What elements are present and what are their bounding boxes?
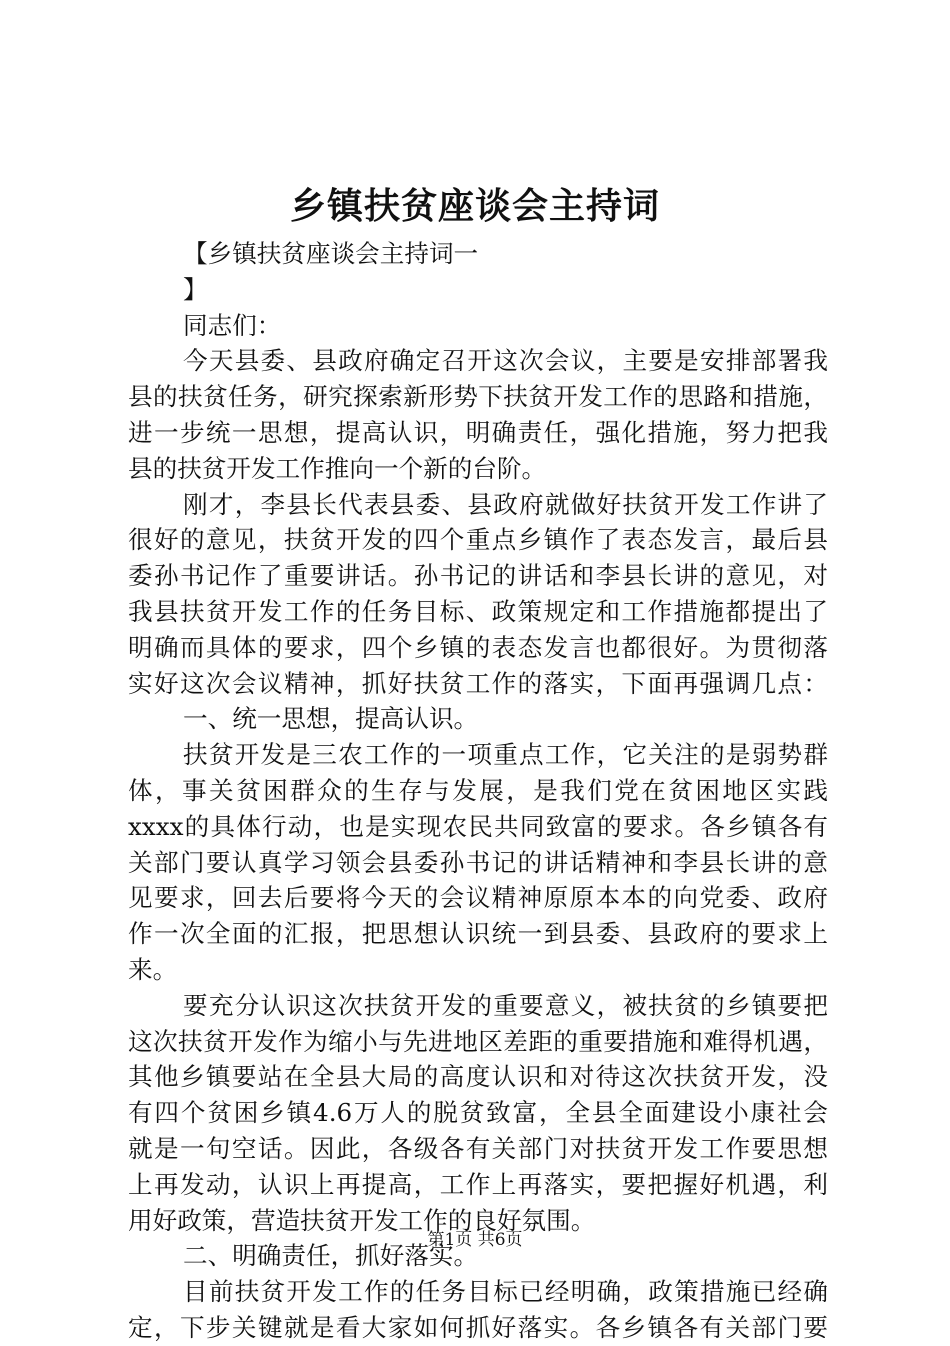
- body-line: 很好的意见，扶贫开发的四个重点乡镇作了表态发言，最后县: [128, 525, 828, 555]
- body-line: 体，事关贫困群众的生存与发展，是我们党在贫困地区实践: [128, 775, 828, 805]
- body-line: 定，下步关键就是看大家如何抓好落实。各乡镇各有关部门要: [128, 1312, 828, 1342]
- document-body: [128, 236, 828, 1346]
- body-line: 同志们：: [183, 310, 282, 340]
- body-line: 关部门要认真学习领会县委孙书记的讲话精神和李县长讲的意: [128, 847, 828, 877]
- body-line: 其他乡镇要站在全县大局的高度认识和对待这次扶贫开发，没: [128, 1062, 828, 1092]
- subtitle-line-2: 】: [183, 274, 208, 304]
- body-line: 来。: [128, 954, 178, 984]
- body-line: 见要求，回去后要将今天的会议精神原原本本的向党委、政府: [128, 883, 828, 913]
- body-line: 作一次全面的汇报，把思想认识统一到县委、县政府的要求上: [128, 919, 828, 949]
- body-line: 县的扶贫任务，研究探索新形势下扶贫开发工作的思路和措施，: [128, 382, 828, 412]
- body-line: 就是一句空话。因此，各级各有关部门对扶贫开发工作要思想: [128, 1133, 828, 1163]
- subtitle-line-1: 【乡镇扶贫座谈会主持词一: [183, 239, 479, 268]
- body-line: 有四个贫困乡镇4.6万人的脱贫致富，全县全面建设小康社会: [128, 1098, 828, 1128]
- body-line: 这次扶贫开发作为缩小与先进地区差距的重要措施和难得机遇，: [128, 1026, 828, 1056]
- body-line: 进一步统一思想，提高认识，明确责任，强化措施，努力把我: [128, 417, 828, 447]
- body-line: 委孙书记作了重要讲话。孙书记的讲话和李县长讲的意见，对: [128, 561, 828, 591]
- body-line: 用好政策，营造扶贫开发工作的良好氛围。: [128, 1205, 596, 1235]
- body-line: 二、明确责任，抓好落实。: [183, 1241, 479, 1271]
- body-line: 实好这次会议精神，抓好扶贫工作的落实，下面再强调几点：: [128, 668, 828, 698]
- body-line: xxxx的具体行动，也是实现农民共同致富的要求。各乡镇各有: [128, 811, 828, 841]
- page-footer: 第1页 共6页: [427, 1230, 523, 1250]
- document-title: 乡镇扶贫座谈会主持词: [289, 186, 660, 227]
- body-line: 目前扶贫开发工作的任务目标已经明确，政策措施已经确: [183, 1277, 828, 1307]
- body-line: 县的扶贫开发工作推向一个新的台阶。: [128, 453, 547, 483]
- body-line: 要充分认识这次扶贫开发的重要意义，被扶贫的乡镇要把: [183, 990, 828, 1020]
- body-line: 刚才，李县长代表县委、县政府就做好扶贫开发工作讲了: [183, 489, 828, 519]
- body-line: 今天县委、县政府确定召开这次会议，主要是安排部署我: [183, 346, 828, 376]
- body-lines: [128, 308, 828, 1346]
- body-line: 一、统一思想，提高认识。: [183, 704, 479, 734]
- body-line: 上再发动，认识上再提高，工作上再落实，要把握好机遇，利: [128, 1169, 828, 1199]
- body-line: 明确而具体的要求，四个乡镇的表态发言也都很好。为贯彻落: [128, 632, 828, 662]
- body-line: 我县扶贫开发工作的任务目标、政策规定和工作措施都提出了: [128, 596, 828, 626]
- body-line: 扶贫开发是三农工作的一项重点工作，它关注的是弱势群: [183, 740, 828, 770]
